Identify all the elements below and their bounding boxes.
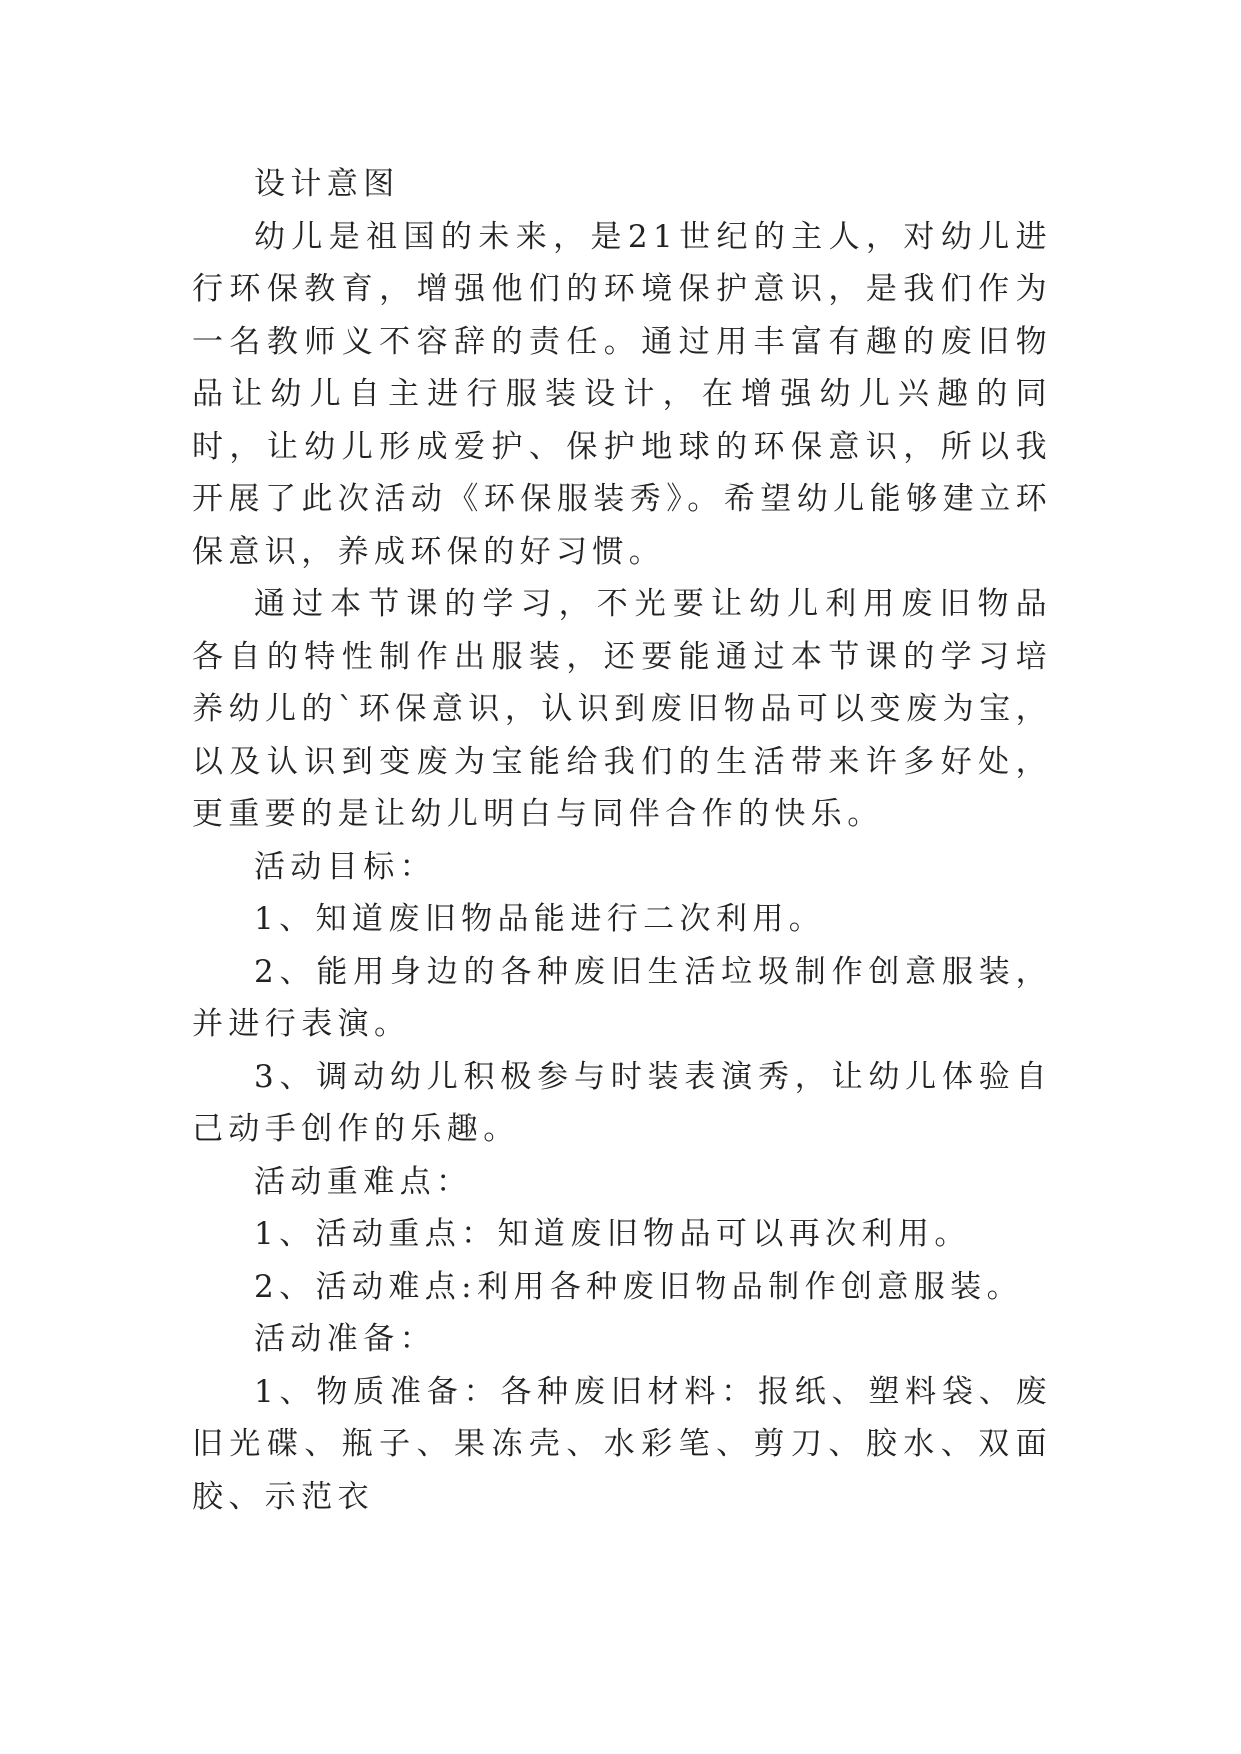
goal-item-2: 2、能用身边的各种废旧生活垃圾制作创意服装，并进行表演。 xyxy=(192,953,1052,1042)
heading-key-difficult-points: 活动重难点： xyxy=(254,1163,473,1200)
heading-design-intent: 设计意图 xyxy=(254,166,400,202)
preparation-item-1: 1、物质准备：各种废旧材料：报纸、塑料袋、废旧光碟、瓶子、果冻壳、水彩笔、剪刀、胶水、双面胶、示范衣 xyxy=(192,1373,1052,1515)
goal-item-3: 3、调动幼儿积极参与时装表演秀，让幼儿体验自己动手创作的乐趣。 xyxy=(192,1058,1052,1147)
difficult-point-item: 2、活动难点:利用各种废旧物品制作创意服装。 xyxy=(254,1268,1023,1305)
goal-item-1: 1、知道废旧物品能进行二次利用。 xyxy=(254,901,826,937)
document-body xyxy=(192,158,1052,1523)
heading-activity-preparation: 活动准备： xyxy=(254,1321,436,1357)
key-point-item: 1、活动重点：知道废旧物品可以再次利用。 xyxy=(254,1216,971,1252)
paragraph-design-intent-2: 通过本节课的学习，不光要让幼儿利用废旧物品各自的特性制作出服装，还要能通过本节课的学习培养幼儿的`环保意识，认识到废旧物品可以变废为宝，以及认识到变废为宝能给我们的生活带来许多好处，更重要的是让幼儿明白与同伴合作的快乐。 xyxy=(192,586,1052,832)
paragraph-design-intent-1: 幼儿是祖国的未来，是21世纪的主人，对幼儿进行环保教育，增强他们的环境保护意识，是我们作为一名教师义不容辞的责任。通过用丰富有趣的废旧物品让幼儿自主进行服装设计，在增强幼儿兴趣的同时，让幼儿形成爱护、保护地球的环保意识，所以我开展了此次活动《环保服装秀》。希望幼儿能够建立环保意识，养成环保的好习惯。 xyxy=(192,218,1052,570)
heading-activity-goals: 活动目标： xyxy=(254,848,436,885)
